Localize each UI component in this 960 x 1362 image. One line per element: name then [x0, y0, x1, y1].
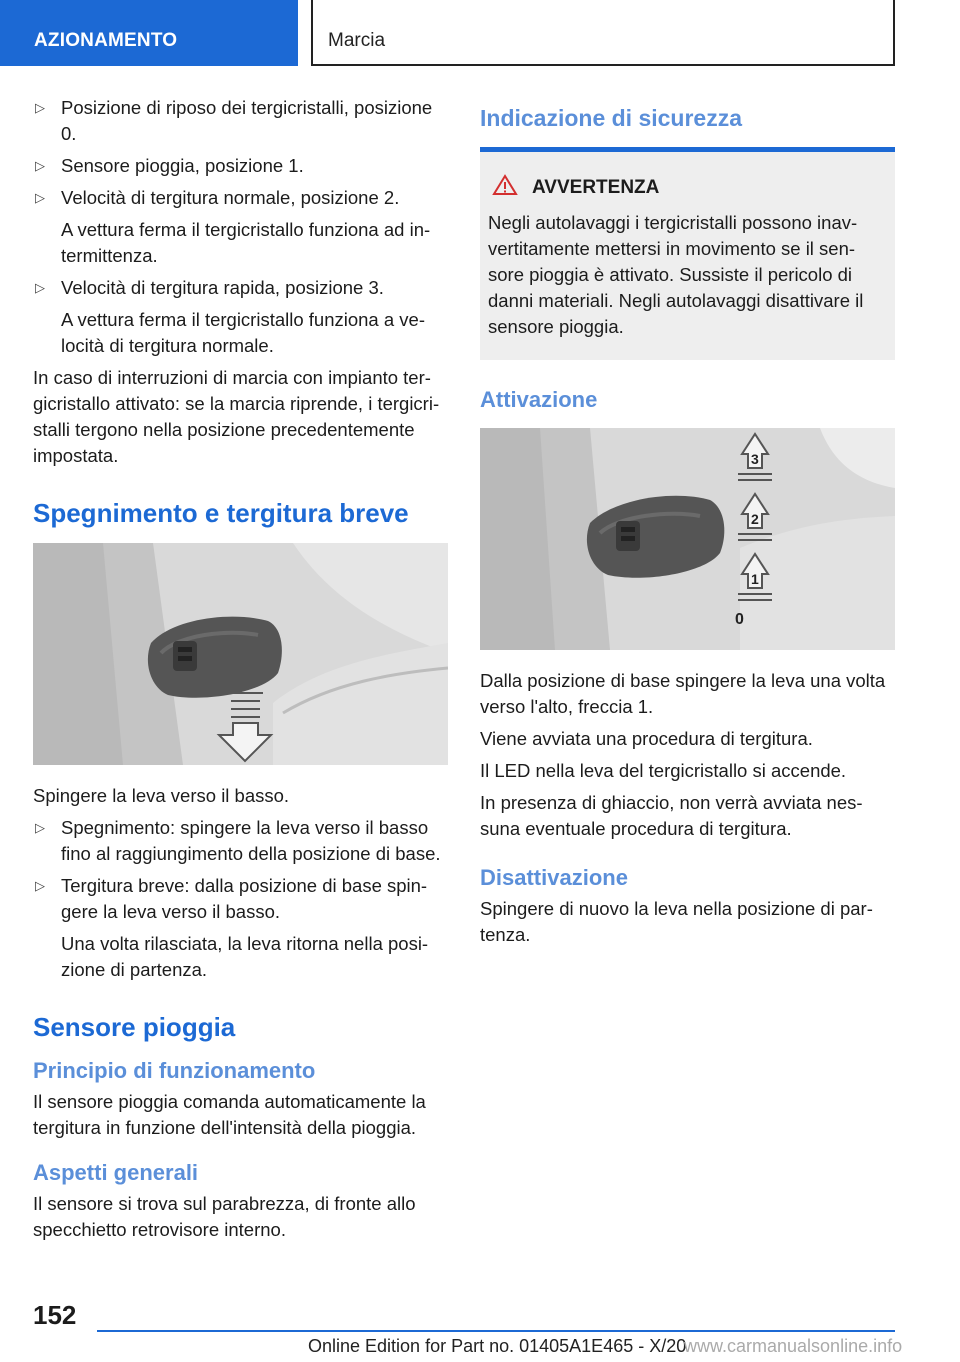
- triangle-bullet-icon: ▷: [35, 100, 45, 115]
- warning-box: [480, 152, 895, 360]
- triangle-bullet-icon: ▷: [35, 158, 45, 173]
- list-item: ▷ Spegnimento: spingere la leva verso il basso fino al raggiungimento della posizione di base.: [35, 817, 441, 864]
- right-column: [480, 95, 895, 954]
- heading-disattivazione: Disattivazione: [480, 865, 628, 890]
- position-label-0: 0: [735, 611, 744, 628]
- list-item: ▷ Sensore pioggia, posizione 1.: [33, 153, 448, 179]
- paragraph: In caso di interruzioni di marcia con impianto ter-gicristallo attivato: se la marcia riprende, i tergicri-stalli tergono nella posizione precedentemente impostata.: [33, 367, 440, 466]
- list-item: ▷ Velocità di tergitura normale, posizione 2.: [33, 185, 448, 211]
- list-item-note: A vettura ferma il tergicristallo funziona a ve-locità di tergitura normale.: [61, 309, 425, 356]
- list-item-note: A vettura ferma il tergicristallo funziona ad in-termittenza.: [61, 219, 431, 266]
- warning-text: Negli autolavaggi i tergicristalli possono inav-vertitamente mettersi in movimento se il sen-sore pioggia è attivato. Sussiste il pericolo di danni materiali. Negli autolavaggi disattivare il sensore pioggia.: [488, 212, 864, 337]
- heading-principio: Principio di funzionamento: [33, 1058, 316, 1083]
- paragraph: Dalla posizione di base spingere la leva una volta verso l'alto, freccia 1.: [480, 670, 886, 717]
- wiper-lever-positions-image: [480, 428, 895, 650]
- paragraph: Il sensore pioggia comanda automaticamente la tergitura in funzione dell'intensità della pioggia.: [33, 1091, 426, 1138]
- list-item: ▷ Tergitura breve: dalla posizione di base spin-gere la leva verso il basso.: [35, 875, 428, 922]
- position-label-2: 2: [751, 511, 759, 527]
- paragraph: Il sensore si trova sul parabrezza, di fronte allo specchietto retrovisore interno.: [33, 1193, 416, 1240]
- paragraph: Spingere di nuovo la leva nella posizione di par-tenza.: [480, 898, 873, 945]
- list-item: ▷ Posizione di riposo dei tergicristalli, posizione 0.: [35, 97, 433, 144]
- triangle-bullet-icon: ▷: [35, 190, 45, 205]
- triangle-bullet-icon: ▷: [35, 280, 45, 295]
- left-column: [33, 95, 448, 1249]
- list-item-note: Una volta rilasciata, la leva ritorna nella posi-zione di partenza.: [61, 933, 429, 980]
- position-label-1: 1: [751, 571, 759, 587]
- watermark-text: www.carmanualsonline.info: [684, 1336, 903, 1356]
- chapter-title: Marcia: [311, 0, 895, 66]
- paragraph: In presenza di ghiaccio, non verrà avviata nes-suna eventuale procedura di tergitura.: [480, 792, 863, 839]
- warning-title: AVVERTENZA: [532, 177, 660, 198]
- paragraph: Viene avviata una procedura di tergitura.: [480, 728, 813, 749]
- wiper-lever-down-image: [33, 543, 448, 765]
- heading-sensore-pioggia: Sensore pioggia: [33, 1012, 236, 1042]
- heading-attivazione: Attivazione: [480, 387, 598, 412]
- edition-text: Online Edition for Part no. 01405A1E465 - X/20: [308, 1336, 687, 1356]
- page-header: [0, 0, 960, 66]
- heading-aspetti: Aspetti generali: [33, 1160, 199, 1185]
- footer-divider: [97, 1330, 895, 1332]
- heading-sicurezza: Indicazione di sicurezza: [480, 103, 895, 152]
- warning-triangle-icon: [492, 174, 522, 202]
- section-tab: AZIONAMENTO: [0, 0, 298, 66]
- list-item: ▷ Velocità di tergitura rapida, posizione 3.: [33, 275, 448, 301]
- paragraph: Spingere la leva verso il basso.: [33, 785, 290, 806]
- position-label-3: 3: [751, 451, 759, 467]
- triangle-bullet-icon: ▷: [35, 878, 45, 893]
- paragraph: Il LED nella leva del tergicristallo si accende.: [480, 760, 847, 781]
- triangle-bullet-icon: ▷: [35, 820, 45, 835]
- heading-spegnimento: Spegnimento e tergitura breve: [33, 498, 409, 528]
- page-number: 152: [33, 1300, 77, 1330]
